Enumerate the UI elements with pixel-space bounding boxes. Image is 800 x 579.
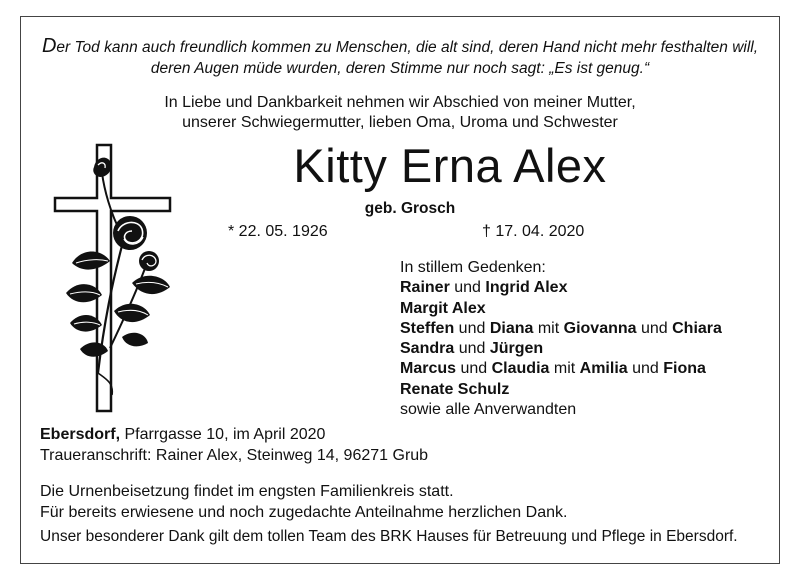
urn-burial-note: Die Urnenbeisetzung findet im engsten Familienkreis statt. [40,483,454,500]
mourners-closing: sowie alle Anverwandten [400,401,577,419]
cross-with-roses-icon [52,143,182,413]
sympathy-thanks-note: Für bereits erwiesene und noch zugedachte Anteilnahme herzlichen Dank. [40,504,568,521]
mourner-name: Jürgen [489,340,544,358]
opening-quote [20,36,780,79]
mourners-heading: In stillem Gedenken: [400,259,546,276]
quote-initial: D [41,35,57,57]
mourner-name: Chiara [672,319,722,337]
mourner-name: Fiona [663,360,706,378]
death-date: † 17. 04. 2020 [482,223,585,240]
mourners-block [400,258,722,420]
birth-date: * 22. 05. 1926 [228,223,328,240]
mourner-connector: und [454,319,490,337]
mourning-address: Traueranschrift: Rainer Alex, Steinweg 14, 96271 Grub [40,447,429,464]
mourner-name: Steffen [400,319,455,337]
mourner-line [400,319,722,339]
mourner-line [400,278,722,298]
intro-line-2: unserer Schwiegermutter, lieben Oma, Uroma und Schwester [182,114,618,131]
mourner-name: Ingrid Alex [485,279,568,297]
special-thanks: Unser besonderer Dank gilt dem tollen Team des BRK Hauses für Betreuung und Pflege in Ebersdorf. [40,528,738,545]
mourner-line [400,380,722,400]
birth-name: geb. Grosch [364,200,456,217]
mourner-name: Rainer [400,279,450,297]
place-date-text: Pfarrgasse 10, im April 2020 [120,426,326,443]
notes-block [40,481,567,523]
mourner-names [400,278,722,400]
deceased-name: Kitty Erna Alex [293,139,607,192]
mourner-connector: und [627,360,664,378]
mourner-line [400,299,722,319]
mourner-name: Sandra [400,340,455,358]
mourner-name: Diana [489,319,534,337]
mourner-connector: und [454,340,490,358]
mourner-connector: und [636,319,673,337]
intro-text [20,93,780,133]
mourner-name: Renate Schulz [400,380,510,398]
mourner-connector: und [449,279,486,297]
mourner-name: Margit Alex [400,299,486,317]
place-date-line [40,424,428,445]
mourner-line [400,339,722,359]
mourner-name: Giovanna [563,319,637,337]
place-name: Ebersdorf, [40,426,121,443]
mourner-name: Amilia [579,360,628,378]
mourner-line [400,359,722,379]
mourner-connector: mit [549,360,580,378]
mourner-connector: und [456,360,492,378]
intro-line-1: In Liebe und Dankbarkeit nehmen wir Abschied von meiner Mutter, [164,94,636,111]
quote-line-1 [20,36,780,58]
mourner-name: Claudia [491,360,550,378]
mourner-connector: mit [533,319,564,337]
address-block [40,424,428,466]
mourner-name: Marcus [400,360,457,378]
quote-line-2: deren Augen müde wurden, deren Stimme nur noch sagt: „Es ist genug.“ [150,60,650,77]
quote-line-1-text: er Tod kann auch freundlich kommen zu Menschen, die alt sind, deren Hand nicht mehr festhalten will, [56,39,759,56]
